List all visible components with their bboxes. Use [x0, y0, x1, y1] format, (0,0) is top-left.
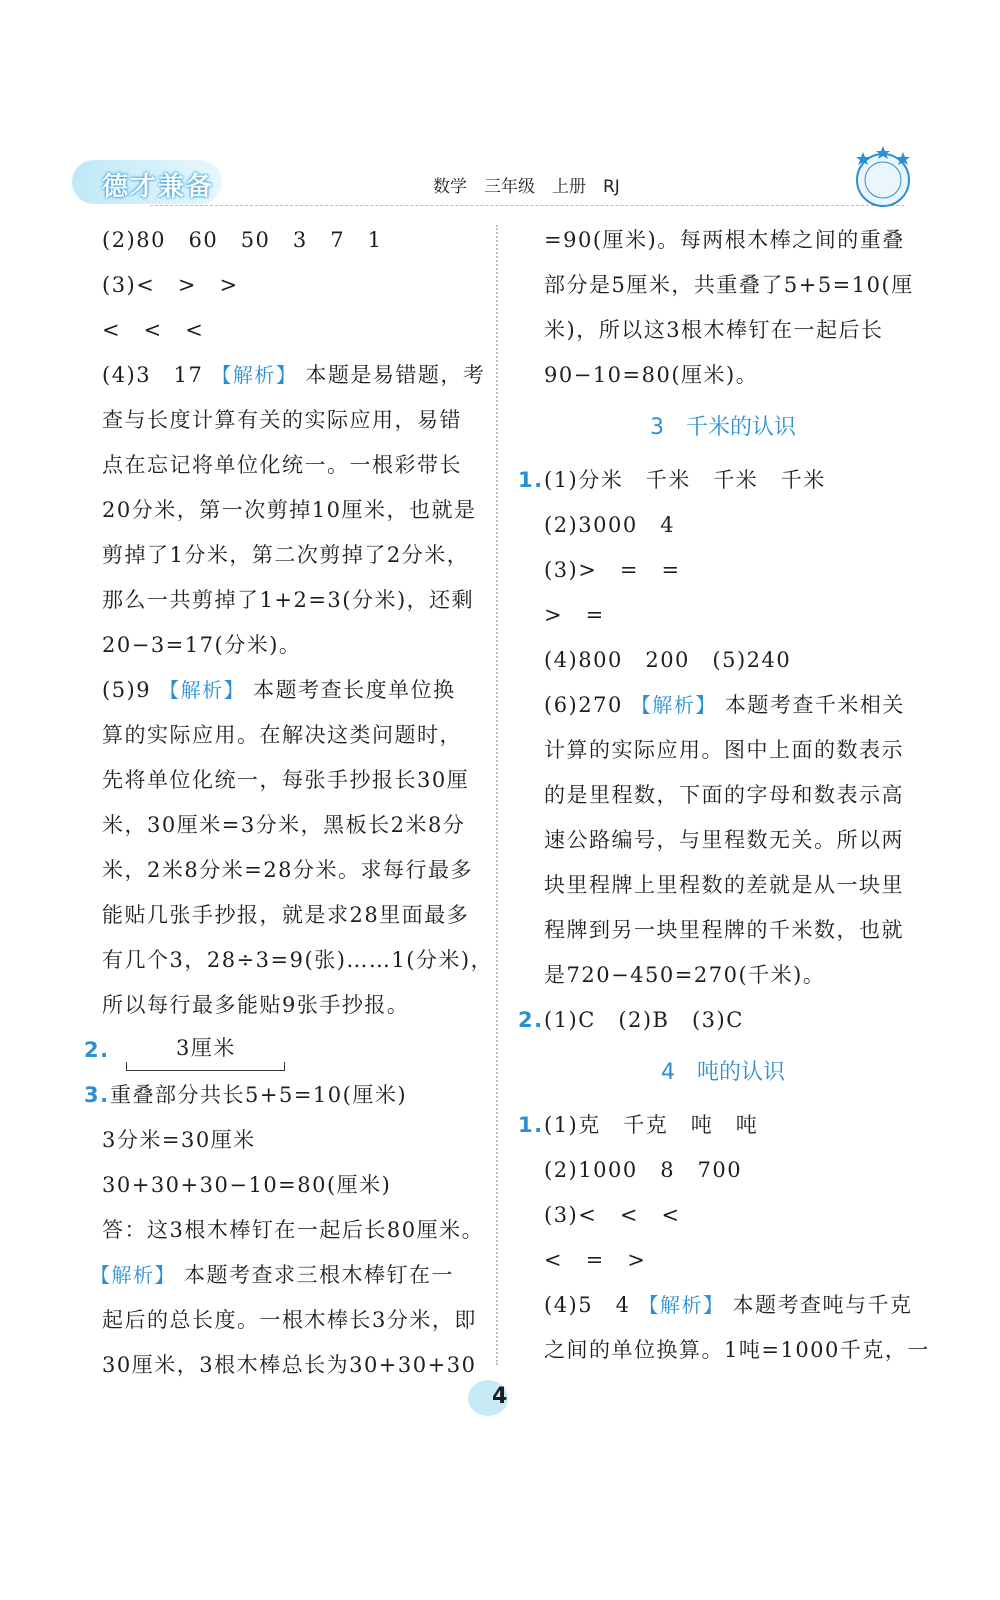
answer-line: (2)1000 8 700	[544, 1158, 743, 1182]
question-number: 1.	[518, 468, 544, 492]
header-divider	[150, 205, 904, 206]
answer-line: 20分米，第一次剪掉10厘米，也就是	[102, 498, 477, 522]
analysis-tag: 【解析】	[90, 1263, 176, 1287]
answer-text: 本题考查吨与千克	[732, 1293, 913, 1317]
answer-text: (5)9	[102, 678, 152, 702]
answer-line: < < <	[102, 318, 205, 342]
answer-line: 所以每行最多能贴9张手抄报。	[102, 993, 410, 1017]
analysis-tag: 【解析】	[211, 363, 298, 387]
answer-line: 30+30+30−10=80(厘米)	[102, 1173, 392, 1197]
answer-line: 有几个3，28÷3=9(张)……1(分米)，	[102, 948, 494, 972]
answer-line	[84, 1073, 476, 1118]
answer-line: 剪掉了1分米，第二次剪掉了2分米，	[102, 543, 470, 567]
answer-line: 起后的总长度。一根木棒长3分米，即	[102, 1308, 477, 1332]
answer-line: 90−10=80(厘米)。	[544, 363, 759, 387]
answer-line: (3)< > >	[102, 273, 239, 297]
answer-line: 先将单位化统一，每张手抄报长30厘	[102, 768, 470, 792]
left-column	[84, 218, 494, 1388]
answer-line	[84, 353, 486, 398]
publisher-seal-icon	[853, 138, 913, 218]
brand-name: 德才兼备	[102, 172, 215, 202]
answer-text: (4)3 17	[102, 363, 204, 387]
answer-line: 那么一共剪掉了1+2=3(分米)，还剩	[102, 588, 475, 612]
answer-line: 3分米=30厘米	[102, 1128, 256, 1152]
answer-line	[518, 683, 928, 728]
answer-line: 能贴几张手抄报，就是求28里面最多	[102, 903, 470, 927]
column-divider	[496, 225, 498, 1365]
page-number	[468, 1378, 528, 1418]
answer-text: (6)270	[544, 693, 623, 717]
question-number: 2.	[518, 1008, 544, 1032]
answer-line: 20−3=17(分米)。	[102, 633, 302, 657]
answer-line	[518, 998, 928, 1043]
section-title: 3 千米的认识	[650, 415, 796, 440]
answer-line: (3)< < <	[544, 1203, 681, 1227]
answer-line: 是720−450=270(千米)。	[544, 963, 826, 987]
answer-line: 米，30厘米=3分米，黑板长2米8分	[102, 813, 466, 837]
answer-line: 的是里程数，下面的字母和数表示高	[544, 783, 904, 807]
answer-line: 米)，所以这3根木棒钉在一起后长	[544, 318, 884, 342]
answer-line	[84, 1253, 476, 1298]
answer-text: (1)C (2)B (3)C	[544, 1008, 744, 1032]
answer-text: 重叠部分共长5+5=10(厘米)	[110, 1083, 408, 1107]
answer-line	[518, 1283, 928, 1328]
segment-label: 3厘米	[176, 1036, 236, 1060]
answer-text: 本题考查求三根木棒钉在一	[184, 1263, 454, 1287]
answer-line: 30厘米，3根木棒总长为30+30+30	[102, 1353, 477, 1377]
answer-text: 本题是易错题，考	[305, 363, 486, 387]
answer-line: (3)> = =	[544, 558, 681, 582]
section-title: 4 吨的认识	[661, 1060, 785, 1085]
answer-line: 部分是5厘米，共重叠了5+5=10(厘	[544, 273, 914, 297]
answer-line: (2)3000 4	[544, 513, 676, 537]
answer-line: 查与长度计算有关的实际应用，易错	[102, 408, 462, 432]
answer-line	[518, 1103, 928, 1148]
brand-logo	[72, 160, 222, 204]
answer-line: 点在忘记将单位化统一。一根彩带长	[102, 453, 462, 477]
answer-line: 答：这3根木棒钉在一起后长80厘米。	[102, 1218, 485, 1242]
right-column	[518, 218, 928, 1373]
answer-line: 之间的单位换算。1吨=1000千克，一	[544, 1338, 930, 1362]
answer-line: (2)80 60 50 3 7 1	[102, 228, 383, 252]
header-title: 数学 三年级 上册 RJ	[433, 177, 620, 197]
analysis-tag: 【解析】	[159, 678, 246, 702]
question-number: 2.	[84, 1038, 110, 1062]
question-2	[84, 1028, 476, 1073]
analysis-tag: 【解析】	[638, 1293, 725, 1317]
question-number: 1.	[518, 1113, 544, 1137]
answer-line: > =	[544, 603, 605, 627]
analysis-tag: 【解析】	[630, 693, 717, 717]
answer-text: (4)5 4	[544, 1293, 631, 1317]
answer-text: 本题考查千米相关	[724, 693, 905, 717]
answer-line: 算的实际应用。在解决这类问题时，	[102, 723, 462, 747]
answer-line: < = >	[544, 1248, 647, 1272]
answer-line: 程牌到另一块里程牌的千米数，也就	[544, 918, 904, 942]
answer-line: =90(厘米)。每两根木棒之间的重叠	[544, 228, 905, 252]
answer-line: 计算的实际应用。图中上面的数表示	[544, 738, 904, 762]
page-number-text: 4	[492, 1384, 508, 1409]
answer-line: 米，2米8分米=28分米。求每行最多	[102, 858, 474, 882]
answer-line	[518, 458, 928, 503]
answer-line: (4)800 200 (5)240	[544, 648, 792, 672]
answer-line: 块里程牌上里程数的差就是从一块里	[544, 873, 904, 897]
answer-text: (1)克 千克 吨 吨	[544, 1113, 759, 1137]
answer-line: 速公路编号，与里程数无关。所以两	[544, 828, 904, 852]
answer-text: 本题考查长度单位换	[253, 678, 456, 702]
answer-text: (1)分米 千米 千米 千米	[544, 468, 826, 492]
question-number: 3.	[84, 1083, 110, 1107]
answer-line	[84, 668, 476, 713]
